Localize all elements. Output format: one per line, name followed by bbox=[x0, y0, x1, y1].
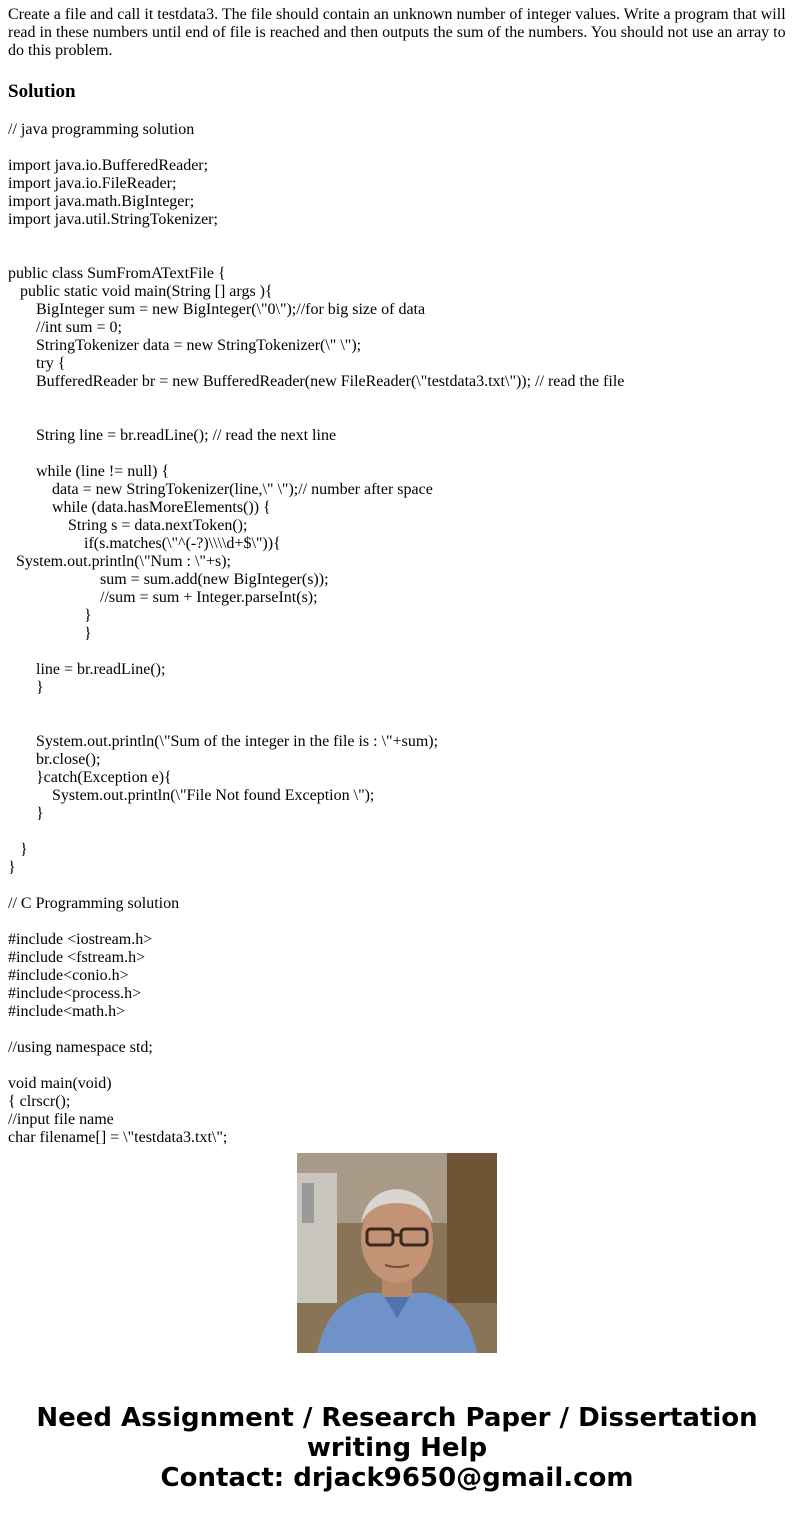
person-photo-image bbox=[297, 1153, 497, 1353]
code-line: #include<process.h> bbox=[8, 985, 142, 1002]
code-line: if(s.matches(\"^(-?)\\\\d+$\")){ bbox=[8, 535, 281, 552]
code-line: import java.io.FileReader; bbox=[8, 175, 177, 192]
banner-line-1: Need Assignment / Research Paper / Dissertation bbox=[36, 1403, 758, 1433]
code-line: // C Programming solution bbox=[8, 895, 180, 912]
code-line bbox=[8, 913, 788, 931]
code-line: #include<math.h> bbox=[8, 1003, 126, 1020]
code-line: StringTokenizer data = new StringTokenizer(\" \"); bbox=[8, 337, 362, 354]
code-line: import java.math.BigInteger; bbox=[8, 193, 195, 210]
code-line: while (line != null) { bbox=[8, 463, 170, 480]
code-line bbox=[8, 391, 788, 409]
code-line: } bbox=[8, 625, 92, 642]
code-line: public static void main(String [] args ){ bbox=[8, 283, 273, 300]
code-line: } bbox=[8, 859, 16, 876]
code-line: char filename[] = \"testdata3.txt\"; bbox=[8, 1129, 228, 1146]
code-line: } bbox=[8, 607, 92, 624]
code-line bbox=[8, 715, 788, 733]
code-line: System.out.println(\"Sum of the integer in the file is : \"+sum); bbox=[8, 733, 439, 750]
code-line: System.out.println(\"File Not found Exception \"); bbox=[8, 787, 375, 804]
code-line bbox=[8, 1021, 788, 1039]
code-line: import java.util.StringTokenizer; bbox=[8, 211, 218, 228]
code-line: } bbox=[8, 805, 44, 822]
contact-banner bbox=[0, 1403, 794, 1493]
code-line: try { bbox=[8, 355, 66, 372]
solution-code bbox=[8, 121, 788, 1146]
code-line: { clrscr(); bbox=[8, 1093, 71, 1110]
code-line: public class SumFromATextFile { bbox=[8, 265, 226, 282]
code-line: String line = br.readLine(); // read the next line bbox=[8, 427, 337, 444]
code-line: System.out.println(\"Num : \"+s); bbox=[8, 553, 231, 570]
code-line bbox=[8, 229, 788, 247]
code-line: #include<conio.h> bbox=[8, 967, 129, 984]
code-line: String s = data.nextToken(); bbox=[8, 517, 248, 534]
code-line: while (data.hasMoreElements()) { bbox=[8, 499, 271, 516]
code-line bbox=[8, 445, 788, 463]
code-line: line = br.readLine(); bbox=[8, 661, 166, 678]
code-line: } bbox=[8, 841, 28, 858]
code-line: } bbox=[8, 679, 44, 696]
code-line bbox=[8, 409, 788, 427]
solution-heading: Solution bbox=[8, 81, 76, 102]
code-line: #include <iostream.h> bbox=[8, 931, 153, 948]
code-line: //sum = sum + Integer.parseInt(s); bbox=[8, 589, 318, 606]
code-line: BigInteger sum = new BigInteger(\"0\");//for big size of data bbox=[8, 301, 426, 318]
banner-line-2: writing Help bbox=[306, 1433, 488, 1463]
code-line: //using namespace std; bbox=[8, 1039, 153, 1056]
question-text: Create a file and call it testdata3. The file should contain an unknown number of integer values. Write a program that will read in these numbers until end of file is reached and then outputs the sum of the numbers. You should not use an array to do this problem. bbox=[8, 6, 786, 59]
code-line: }catch(Exception e){ bbox=[8, 769, 172, 786]
author-photo bbox=[297, 1153, 497, 1353]
code-line bbox=[8, 823, 788, 841]
code-line bbox=[8, 643, 788, 661]
code-line bbox=[8, 877, 788, 895]
code-line: data = new StringTokenizer(line,\" \");// number after space bbox=[8, 481, 433, 498]
code-line bbox=[8, 139, 788, 157]
code-line bbox=[8, 697, 788, 715]
code-line bbox=[8, 247, 788, 265]
code-line: // java programming solution bbox=[8, 121, 195, 138]
banner-contact: Contact: drjack9650@gmail.com bbox=[160, 1463, 634, 1493]
code-line: #include <fstream.h> bbox=[8, 949, 146, 966]
code-line bbox=[8, 1057, 788, 1075]
code-line: BufferedReader br = new BufferedReader(new FileReader(\"testdata3.txt\")); // read the file bbox=[8, 373, 625, 390]
code-line: import java.io.BufferedReader; bbox=[8, 157, 209, 174]
code-line: //input file name bbox=[8, 1111, 114, 1128]
code-line: br.close(); bbox=[8, 751, 101, 768]
document bbox=[8, 6, 788, 1146]
code-line: void main(void) bbox=[8, 1075, 112, 1092]
code-line: sum = sum.add(new BigInteger(s)); bbox=[8, 571, 329, 588]
code-line: //int sum = 0; bbox=[8, 319, 122, 336]
